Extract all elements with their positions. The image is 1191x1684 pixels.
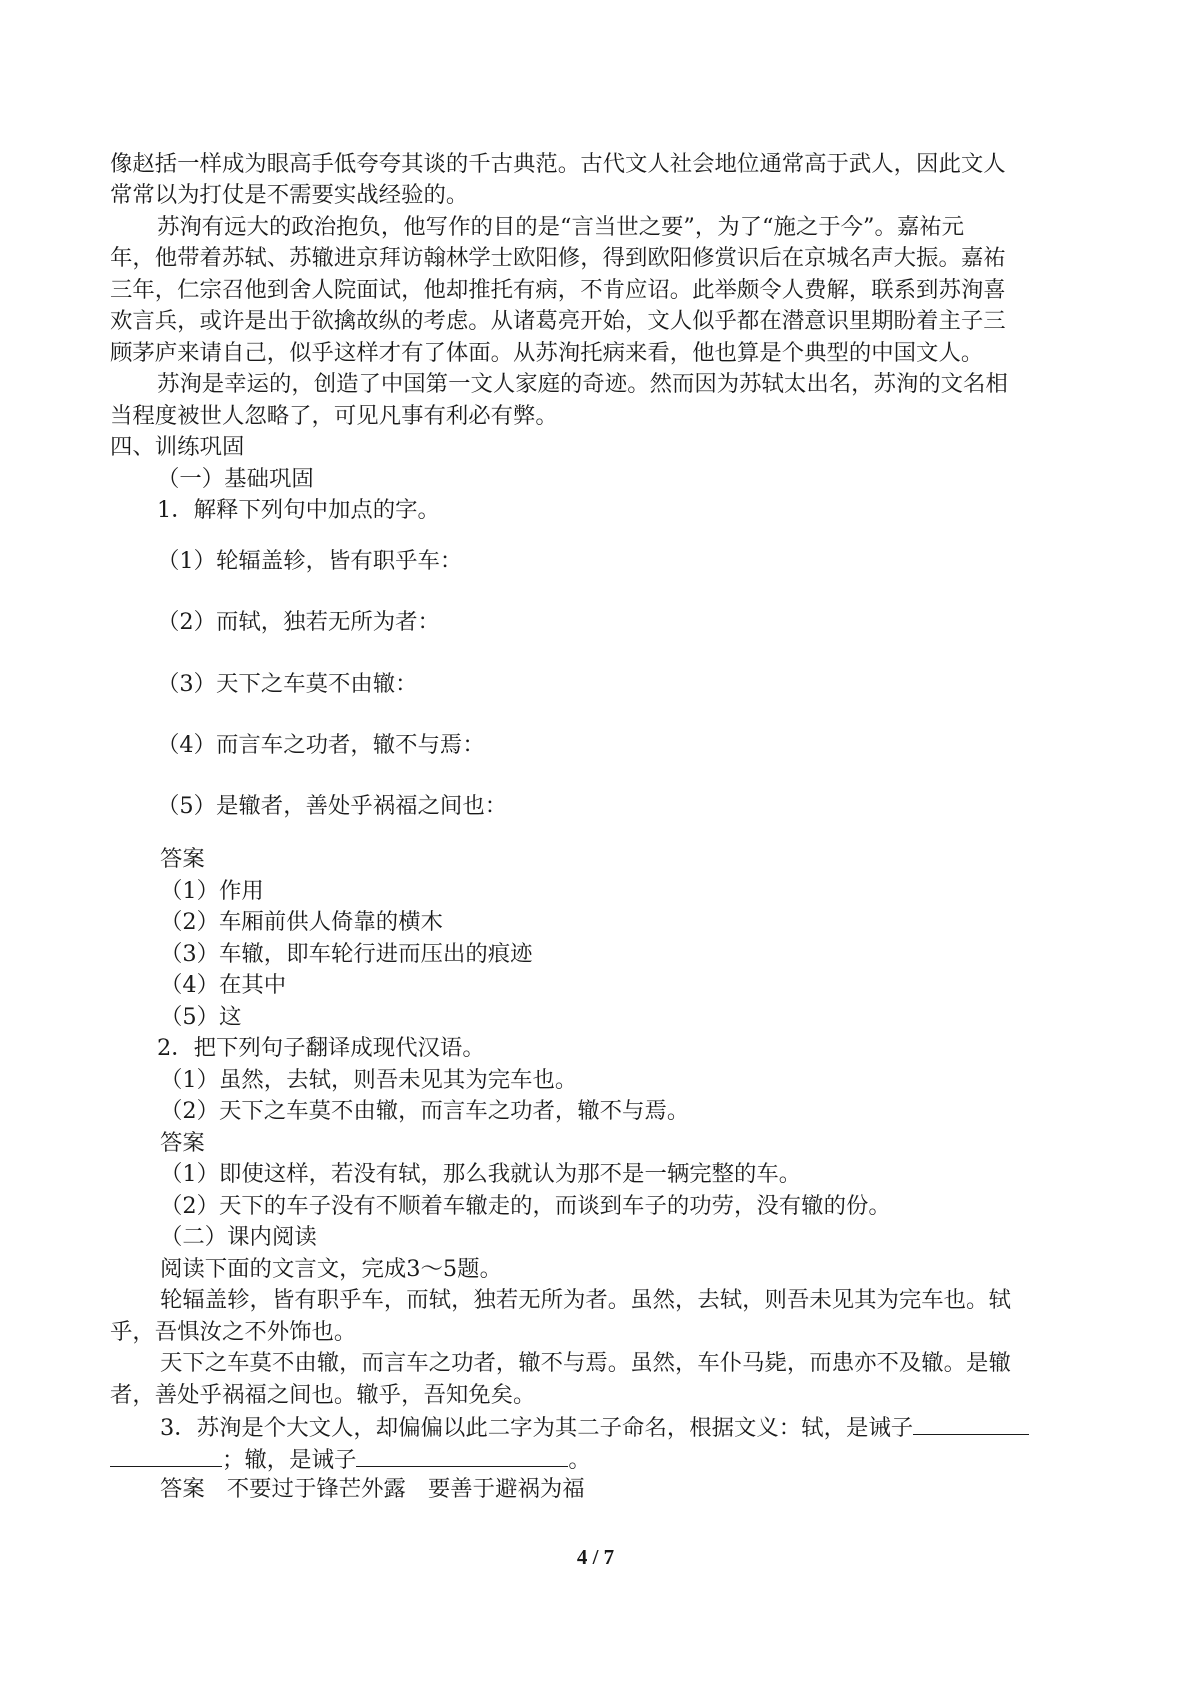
paragraph-line: 年，他带着苏轼、苏辙进京拜访翰林学士欧阳修，得到欧阳修赏识后在京城名声大振。嘉祐: [110, 245, 1006, 271]
q2-item: （2）天下之车莫不由辙，而言车之功者，辙不与焉。: [160, 1098, 690, 1124]
part1-heading: （一）基础巩固: [157, 466, 314, 492]
answer-blank[interactable]: [913, 1410, 1029, 1435]
passage-line: 轮辐盖轸，皆有职乎车，而轼，独若无所为者。虽然，去轼，则吾未见其为完车也。轼: [160, 1287, 1011, 1313]
q3-prompt-continued: [110, 1442, 1090, 1476]
passage-line: 者，善处乎祸福之间也。辙乎，吾知免矣。: [110, 1382, 536, 1408]
answer-line: （1）即使这样，若没有轼，那么我就认为那不是一辆完整的车。: [160, 1161, 802, 1187]
q2-item: （1）虽然，去轼，则吾未见其为完车也。: [160, 1067, 578, 1093]
paragraph-line: 当程度被世人忽略了，可见凡事有利必有弊。: [110, 403, 558, 429]
answer-text: 要善于避祸为福: [427, 1476, 585, 1502]
answer-label: 答案: [160, 1476, 205, 1502]
q1-item: （2）而轼，独若无所为者：: [157, 609, 440, 635]
q1-item: （1）轮辐盖轸，皆有职乎车：: [157, 548, 463, 574]
q1-item: （3）天下之车莫不由辙：: [157, 671, 418, 697]
reading-intro: 阅读下面的文言文，完成3～5题。: [160, 1256, 502, 1282]
answer-blank[interactable]: [110, 1442, 222, 1467]
passage-line: 乎，吾惧汝之不外饰也。: [110, 1319, 357, 1345]
paragraph-line: 常常以为打仗是不需要实战经验的。: [110, 182, 469, 208]
paragraph-line: 欢言兵，或许是出于欲擒故纵的考虑。从诸葛亮开始，文人似乎都在潜意识里期盼着主子三: [110, 308, 1006, 334]
paragraph-line: 苏洵是幸运的，创造了中国第一文人家庭的奇迹。然而因为苏轼太出名，苏洵的文名相: [157, 371, 1008, 397]
answer-line: （2）车厢前供人倚靠的横木: [160, 909, 443, 935]
answer-line: （5）这: [160, 1004, 242, 1030]
answer-line: （1）作用: [160, 878, 264, 904]
paragraph-line: 苏洵有远大的政治抱负，他写作的目的是“言当世之要”，为了“施之于今”。嘉祐元: [157, 214, 965, 240]
answer-label: 答案: [160, 1130, 205, 1156]
answer-line: （4）在其中: [160, 972, 287, 998]
q3-prompt: [160, 1410, 1140, 1444]
page-number: 4 / 7: [576, 1545, 615, 1569]
answer-label: 答案: [160, 846, 205, 872]
paragraph-line: 像赵括一样成为眼高手低夸夸其谈的千古典范。古代文人社会地位通常高于武人，因此文人: [110, 151, 1006, 177]
q3-prompt-text: ；辙，是诫子: [222, 1447, 357, 1473]
answer-blank[interactable]: [356, 1442, 568, 1467]
q2-prompt: 2．把下列句子翻译成现代汉语。: [157, 1035, 485, 1061]
q1-item: （5）是辙者，善处乎祸福之间也：: [157, 793, 508, 819]
q1-prompt: 1．解释下列句中加点的字。: [157, 497, 440, 523]
answer-text: 不要过于锋芒外露: [226, 1476, 406, 1502]
q3-prompt-text: 。: [568, 1447, 591, 1473]
answer-line: （2）天下的车子没有不顺着车辙走的，而谈到车子的功劳，没有辙的份。: [160, 1193, 891, 1219]
q3-answer: [160, 1473, 1140, 1505]
paragraph-line: 顾茅庐来请自己，似乎这样才有了体面。从苏洵托病来看，他也算是个典型的中国文人。: [110, 340, 984, 366]
q1-item: （4）而言车之功者，辙不与焉：: [157, 732, 485, 758]
section-heading: 四、训练巩固: [110, 434, 245, 460]
passage-line: 天下之车莫不由辙，而言车之功者，辙不与焉。虽然，车仆马毙，而患亦不及辙。是辙: [160, 1350, 1011, 1376]
part2-heading: （二）课内阅读: [160, 1224, 317, 1250]
answer-line: （3）车辙，即车轮行进而压出的痕迹: [160, 941, 533, 967]
paragraph-line: 三年，仁宗召他到舍人院面试，他却推托有病，不肯应诏。此举颇令人费解，联系到苏洵喜: [110, 277, 1006, 303]
q3-prompt-text: 3．苏洵是个大文人，却偏偏以此二字为其二子命名，根据文义：轼，是诫子: [160, 1415, 914, 1441]
